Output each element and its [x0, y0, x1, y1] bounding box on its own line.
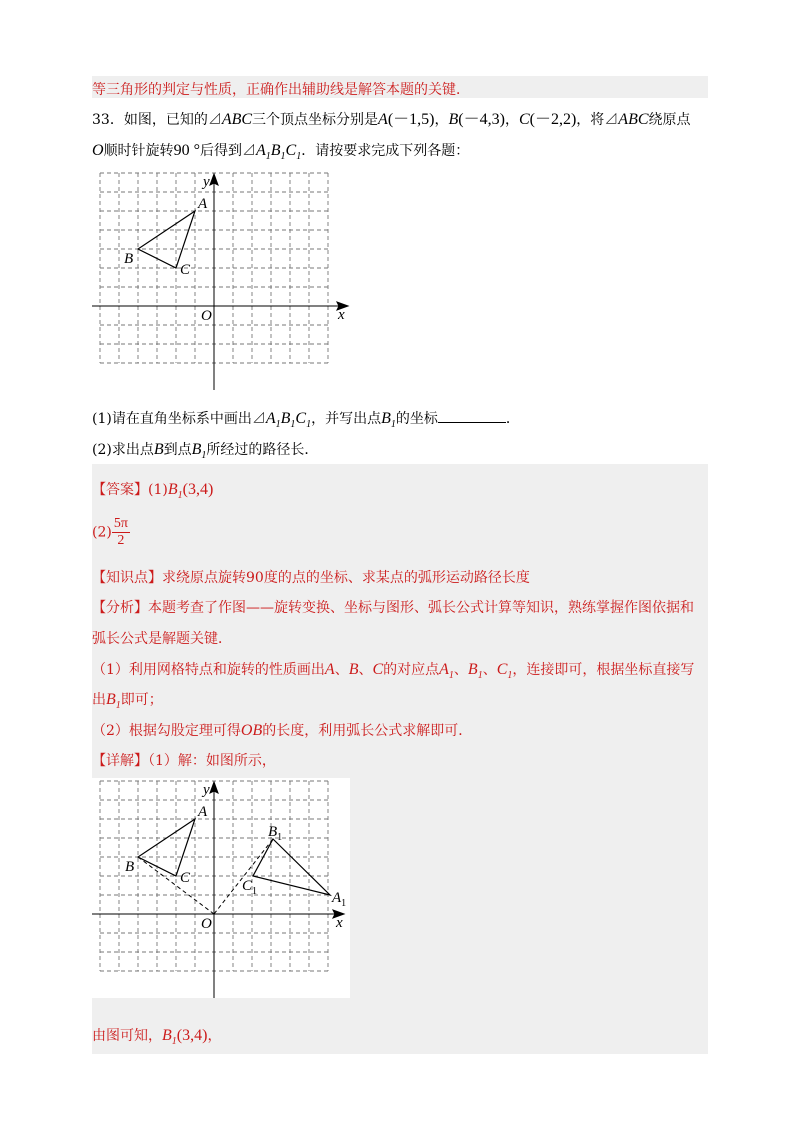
question-line-2: O顺时针旋转90 °后得到$⊿A_1B_1C_1$．请按要求完成下列各题： — [92, 142, 470, 163]
origin-label: O — [201, 308, 212, 324]
triangle-a1b1c1 — [253, 839, 330, 895]
question-number: 33． — [92, 112, 124, 128]
analysis-tag: 【分析】 — [92, 600, 148, 616]
analysis-line-2: 弧长公式是解题关键． — [92, 631, 232, 647]
point-c-label: C — [180, 262, 191, 278]
question-line-1: 33．如图，已知的⊿ABC三个顶点坐标分别是A(－1,5)，B(－4,3)，C(－2,2)，将⊿ABC绕原点 — [92, 111, 691, 128]
analysis-point-2: （2）根据勾股定理可得OB的长度，利用弧长公式求解即可． — [92, 722, 473, 739]
point-a1-label: $A_1$ — [332, 890, 347, 909]
figure-rotated-triangle — [92, 778, 350, 1000]
answer-fraction: $\frac{5\pi}{2}$ — [113, 516, 128, 548]
x-axis-label: x — [338, 307, 345, 323]
segment-ob1 — [214, 839, 273, 914]
point-b-label-2: B — [125, 859, 135, 875]
analysis-point-1: （1）利用网格特点和旋转的性质画出A、B、C的对应点$A_1$、$B_1$、$C_1$，连接即可，根据坐标直接写 — [92, 661, 695, 682]
point-b-label: B — [124, 251, 134, 267]
analysis-point-1-cont: 出$B_1$即可； — [92, 691, 163, 712]
point-c1-label: $C_1$ — [242, 878, 258, 897]
detail-tag: 【详解】 — [92, 753, 148, 769]
y-axis-arrow — [210, 174, 218, 185]
conclusion-line: 由图可知，$B_1(3,4)$， — [92, 1027, 222, 1048]
point-c-label-2: C — [180, 870, 191, 886]
sub-question-2: (2)求出点B到点$B_1$所经过的路径长． — [92, 441, 319, 462]
knowledge-line: 【知识点】求绕原点旋转90度的点的坐标、求某点的弧形运动路径长度 — [92, 570, 530, 586]
y-axis-label-2: y — [203, 782, 210, 798]
knowledge-tag: 【知识点】 — [92, 570, 162, 586]
triangle-abc-2 — [138, 819, 195, 876]
figure-original-triangle — [92, 170, 356, 392]
answer-line-1: 【答案】$(1)B_1(3,4)$ — [92, 481, 214, 502]
top-note: 等三角形的判定与性质，正确作出辅助线是解答本题的关键． — [92, 82, 470, 98]
point-a-label-2: A — [198, 804, 208, 820]
point-a-label: A — [198, 196, 208, 212]
y-axis-label: y — [203, 174, 210, 190]
x-axis-label-2: x — [336, 915, 343, 931]
analysis-line-1: 【分析】本题考查了作图——旋转变换、坐标与图形、弧长公式计算等知识，熟练掌握作图依据和 — [92, 600, 694, 616]
answer-tag: 【答案】 — [92, 482, 148, 498]
y-axis-arrow-2 — [210, 782, 218, 793]
answer-blank[interactable] — [438, 410, 506, 423]
sub-question-1: (1)请在直角坐标系中画出$⊿A_1B_1C_1$，并写出点$B_1$的坐标 ． — [92, 410, 520, 431]
detail-line: 【详解】（1）解：如图所示， — [92, 753, 276, 769]
triangle-abc — [138, 211, 195, 268]
origin-label-2: O — [201, 916, 212, 932]
point-b1-label: $B_1$ — [268, 824, 283, 843]
answer-line-2: (2) $\frac{5\pi}{2}$ — [92, 516, 128, 548]
